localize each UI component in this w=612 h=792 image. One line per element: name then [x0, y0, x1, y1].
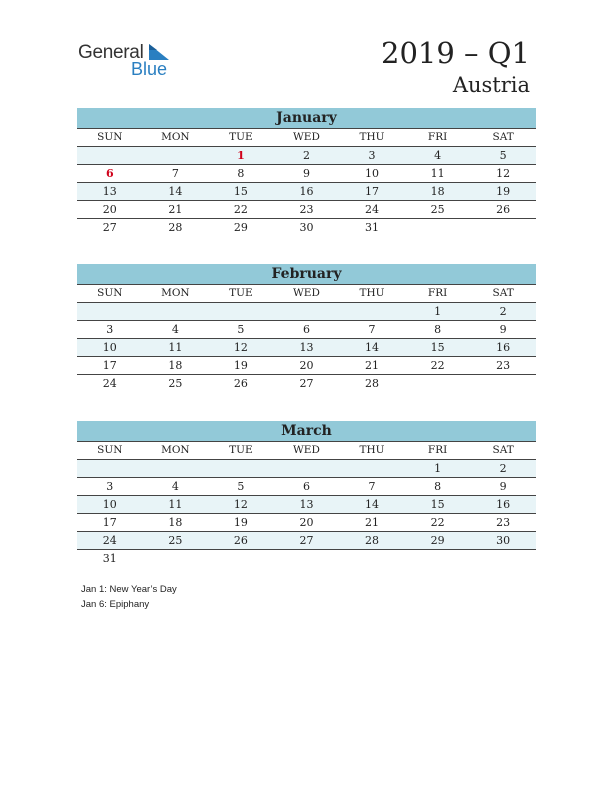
weekday-label: WED [293, 444, 320, 456]
day-cell: 15 [233, 185, 248, 198]
weekday-header-row [77, 285, 536, 303]
day-cell: 26 [233, 377, 248, 390]
weekday-header-row [77, 442, 536, 460]
day-cell: 8 [434, 480, 442, 493]
day-cell: 26 [233, 534, 248, 547]
day-cell: 15 [430, 498, 445, 511]
day-cell: 9 [302, 167, 310, 180]
empty-day-cell [208, 303, 274, 320]
weekday-header-row [77, 129, 536, 147]
day-cell: 21 [365, 516, 380, 529]
day-cell: 24 [365, 203, 380, 216]
empty-day-cell [405, 550, 471, 567]
day-cell: 25 [168, 377, 183, 390]
week-row [77, 321, 536, 339]
weekday-label: SUN [97, 444, 123, 456]
day-cell: 25 [430, 203, 445, 216]
day-cell: 5 [499, 149, 507, 162]
week-row [77, 532, 536, 550]
day-cell: 21 [365, 359, 380, 372]
week-row [77, 219, 536, 236]
day-cell: 1 [434, 462, 442, 475]
day-cell: 24 [102, 534, 117, 547]
day-cell: 1 [434, 305, 442, 318]
week-row [77, 478, 536, 496]
day-cell: 8 [237, 167, 245, 180]
empty-day-cell [274, 303, 340, 320]
month-calendar-march [77, 421, 536, 567]
day-cell: 12 [233, 341, 248, 354]
day-cell: 10 [102, 341, 117, 354]
weekday-label: TUE [229, 131, 253, 143]
week-row [77, 183, 536, 201]
day-cell: 11 [168, 341, 183, 354]
empty-day-cell [405, 375, 471, 392]
weekday-label: THU [359, 131, 385, 143]
day-cell: 22 [233, 203, 248, 216]
day-cell: 3 [368, 149, 376, 162]
day-cell: 31 [102, 552, 117, 565]
empty-day-cell [470, 375, 536, 392]
empty-day-cell [143, 147, 209, 164]
week-row [77, 550, 536, 567]
weekday-label: SAT [492, 444, 514, 456]
weekday-label: FRI [427, 287, 448, 299]
day-cell: 15 [430, 341, 445, 354]
day-cell: 14 [365, 341, 380, 354]
day-cell: 6 [302, 323, 310, 336]
day-cell: 16 [496, 341, 511, 354]
empty-day-cell [77, 147, 143, 164]
day-cell: 23 [496, 516, 511, 529]
weekday-label: THU [359, 444, 385, 456]
day-cell: 23 [299, 203, 314, 216]
day-cell: 2 [499, 305, 507, 318]
week-row [77, 165, 536, 183]
day-cell: 7 [171, 167, 179, 180]
month-calendar-january [77, 108, 536, 236]
day-cell: 13 [299, 341, 314, 354]
empty-day-cell [405, 219, 471, 236]
day-cell: 27 [299, 534, 314, 547]
day-cell: 28 [365, 377, 380, 390]
weekday-label: SAT [492, 131, 514, 143]
empty-day-cell [339, 460, 405, 477]
day-cell: 20 [102, 203, 117, 216]
weekday-label: MON [161, 287, 190, 299]
month-header: January [77, 108, 536, 129]
day-cell: 6 [302, 480, 310, 493]
week-row [77, 460, 536, 478]
empty-day-cell [470, 219, 536, 236]
day-cell: 1 [237, 149, 245, 162]
month-header: March [77, 421, 536, 442]
logo-triangle-icon [149, 44, 169, 60]
day-cell: 22 [430, 359, 445, 372]
day-cell: 12 [233, 498, 248, 511]
day-cell: 9 [499, 323, 507, 336]
logo-text-general: General [78, 42, 144, 63]
empty-day-cell [77, 303, 143, 320]
day-cell: 3 [106, 323, 114, 336]
empty-day-cell [77, 460, 143, 477]
day-cell: 17 [102, 359, 117, 372]
day-cell: 12 [496, 167, 511, 180]
day-cell: 30 [496, 534, 511, 547]
week-row [77, 375, 536, 392]
day-cell: 7 [368, 323, 376, 336]
day-cell: 17 [365, 185, 380, 198]
holiday-note: Jan 6: Epiphany [81, 599, 150, 610]
day-cell: 23 [496, 359, 511, 372]
day-cell: 4 [171, 480, 179, 493]
day-cell: 11 [430, 167, 445, 180]
day-cell: 30 [299, 221, 314, 234]
empty-day-cell [274, 550, 340, 567]
empty-day-cell [470, 550, 536, 567]
day-cell: 11 [168, 498, 183, 511]
day-cell: 8 [434, 323, 442, 336]
day-cell: 20 [299, 516, 314, 529]
day-cell: 2 [499, 462, 507, 475]
holiday-notes [81, 582, 177, 612]
empty-day-cell [339, 303, 405, 320]
day-cell: 14 [168, 185, 183, 198]
day-cell: 17 [102, 516, 117, 529]
day-cell: 31 [365, 221, 380, 234]
day-cell: 21 [168, 203, 183, 216]
weekday-label: TUE [229, 444, 253, 456]
day-cell: 16 [496, 498, 511, 511]
day-cell: 4 [171, 323, 179, 336]
day-cell: 26 [496, 203, 511, 216]
day-cell: 18 [168, 359, 183, 372]
day-cell: 13 [299, 498, 314, 511]
day-cell: 22 [430, 516, 445, 529]
day-cell: 13 [102, 185, 117, 198]
day-cell: 10 [365, 167, 380, 180]
day-cell: 4 [434, 149, 442, 162]
weekday-label: WED [293, 287, 320, 299]
day-cell: 6 [105, 167, 114, 180]
day-cell: 29 [233, 221, 248, 234]
empty-day-cell [143, 460, 209, 477]
weekday-label: SUN [97, 131, 123, 143]
day-cell: 19 [233, 516, 248, 529]
day-cell: 3 [106, 480, 114, 493]
holiday-note: Jan 1: New Year’s Day [81, 584, 177, 595]
empty-day-cell [208, 550, 274, 567]
week-row [77, 496, 536, 514]
empty-day-cell [143, 550, 209, 567]
logo-text-blue: Blue [131, 59, 168, 79]
week-row [77, 357, 536, 375]
page-title: 2019 – Q1 [381, 36, 530, 70]
day-cell: 28 [168, 221, 183, 234]
country-name: Austria [452, 73, 530, 97]
day-cell: 29 [430, 534, 445, 547]
week-row [77, 339, 536, 357]
day-cell: 10 [102, 498, 117, 511]
weekday-label: SAT [492, 287, 514, 299]
weekday-label: THU [359, 287, 385, 299]
day-cell: 5 [237, 480, 245, 493]
generalblue-logo [78, 40, 178, 80]
empty-day-cell [339, 550, 405, 567]
month-header: February [77, 264, 536, 285]
weekday-label: WED [293, 131, 320, 143]
day-cell: 24 [102, 377, 117, 390]
day-cell: 25 [168, 534, 183, 547]
day-cell: 16 [299, 185, 314, 198]
day-cell: 14 [365, 498, 380, 511]
day-cell: 19 [233, 359, 248, 372]
weekday-label: SUN [97, 287, 123, 299]
day-cell: 19 [496, 185, 511, 198]
weekday-label: FRI [427, 444, 448, 456]
day-cell: 18 [430, 185, 445, 198]
day-cell: 5 [237, 323, 245, 336]
weekday-label: FRI [427, 131, 448, 143]
weekday-label: MON [161, 444, 190, 456]
day-cell: 27 [299, 377, 314, 390]
day-cell: 28 [365, 534, 380, 547]
week-row [77, 147, 536, 165]
week-row [77, 303, 536, 321]
week-row [77, 514, 536, 532]
week-row [77, 201, 536, 219]
month-calendar-february [77, 264, 536, 392]
weekday-label: TUE [229, 287, 253, 299]
day-cell: 7 [368, 480, 376, 493]
day-cell: 20 [299, 359, 314, 372]
empty-day-cell [143, 303, 209, 320]
empty-day-cell [208, 460, 274, 477]
day-cell: 27 [102, 221, 117, 234]
day-cell: 18 [168, 516, 183, 529]
empty-day-cell [274, 460, 340, 477]
day-cell: 9 [499, 480, 507, 493]
day-cell: 2 [302, 149, 310, 162]
weekday-label: MON [161, 131, 190, 143]
